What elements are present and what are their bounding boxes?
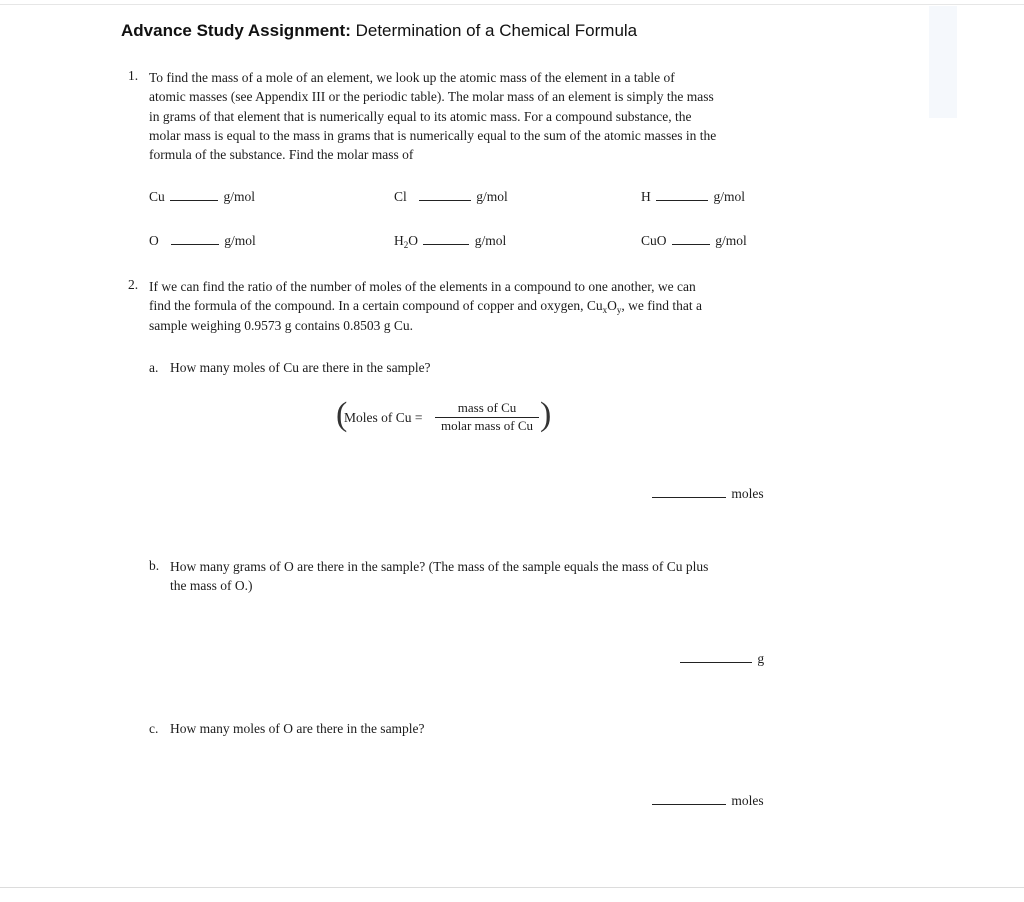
cuo-answer-blank[interactable]: [672, 234, 710, 245]
q2a-answer: moles: [650, 486, 764, 502]
q2a-label: a.: [149, 360, 159, 375]
h2o-answer-blank[interactable]: [423, 234, 469, 245]
q1-line: formula of the substance. Find the molar mass of: [149, 147, 414, 163]
molar-mass-cuo: CuO g/mol: [641, 233, 747, 248]
q1-line: molar mass is equal to the mass in grams that is numerically equal to the sum of the atomic masses in the: [149, 127, 717, 143]
q2-number: 2.: [128, 277, 139, 292]
q2b-label: b.: [149, 558, 160, 573]
q1-number: 1.: [128, 68, 139, 83]
molar-mass-o: O g/mol: [149, 233, 256, 248]
molar-mass-cl: Cl g/mol: [394, 189, 508, 204]
q1-line: To find the mass of a mole of an element, we look up the atomic mass of the element in a table of: [149, 70, 675, 85]
q1-line: in grams of that element that is numerically equal to its atomic mass. For a compound substance, the: [149, 108, 692, 124]
q2c-answer: moles: [650, 793, 764, 809]
q1-line: atomic masses (see Appendix III or the periodic table). The molar mass of an element is simply the mass: [149, 89, 714, 105]
formula-lhs: Moles of Cu =: [344, 410, 423, 425]
o-answer-blank[interactable]: [171, 234, 219, 245]
q2b-answer-blank[interactable]: [680, 652, 752, 663]
top-divider: [0, 4, 1024, 5]
moles-formula: [336, 397, 550, 437]
q2c-answer-blank[interactable]: [652, 794, 726, 805]
molar-mass-h: H g/mol: [641, 189, 746, 204]
formula-denominator: molar mass of Cu: [440, 418, 534, 433]
page-title: Advance Study Assignment: Determination of a Chemical Formula: [121, 21, 638, 40]
cu-answer-blank[interactable]: [170, 190, 218, 201]
formula-right-paren: ): [540, 396, 552, 433]
q2b-answer: g: [678, 651, 764, 667]
q2-paragraph: [149, 277, 702, 335]
q2c-label: c.: [149, 721, 159, 736]
molar-mass-h2o: $H_2O$ g/mol: [394, 233, 507, 250]
formula-numerator: mass of Cu: [457, 400, 517, 415]
q2-line: find the formula of the compound. In a certain compound of copper and oxygen, $Cu_xO_y$, we find that a: [149, 298, 702, 316]
q2c-question: How many moles of O are there in the sample?: [170, 721, 425, 736]
bottom-divider: [0, 887, 1024, 888]
cl-answer-blank[interactable]: [419, 190, 471, 201]
q1-paragraph: [149, 68, 716, 164]
q2-line: sample weighing 0.9573 g contains 0.8503 g Cu.: [149, 317, 413, 333]
q2a-answer-blank[interactable]: [652, 487, 726, 498]
q2-line: If we can find the ratio of the number of moles of the elements in a compound to one another, we can: [149, 279, 696, 294]
side-panel: [929, 6, 957, 118]
q2b-question: [170, 557, 708, 596]
formula-left-paren: (: [336, 396, 348, 433]
molar-mass-cu: Cu g/mol: [149, 189, 256, 204]
q2b-line: How many grams of O are there in the sample? (The mass of the sample equals the mass of Cu plus: [170, 559, 709, 574]
q2a-question: How many moles of Cu are there in the sample?: [170, 360, 431, 375]
q2b-line: the mass of O.): [170, 578, 253, 594]
h-answer-blank[interactable]: [656, 190, 708, 201]
